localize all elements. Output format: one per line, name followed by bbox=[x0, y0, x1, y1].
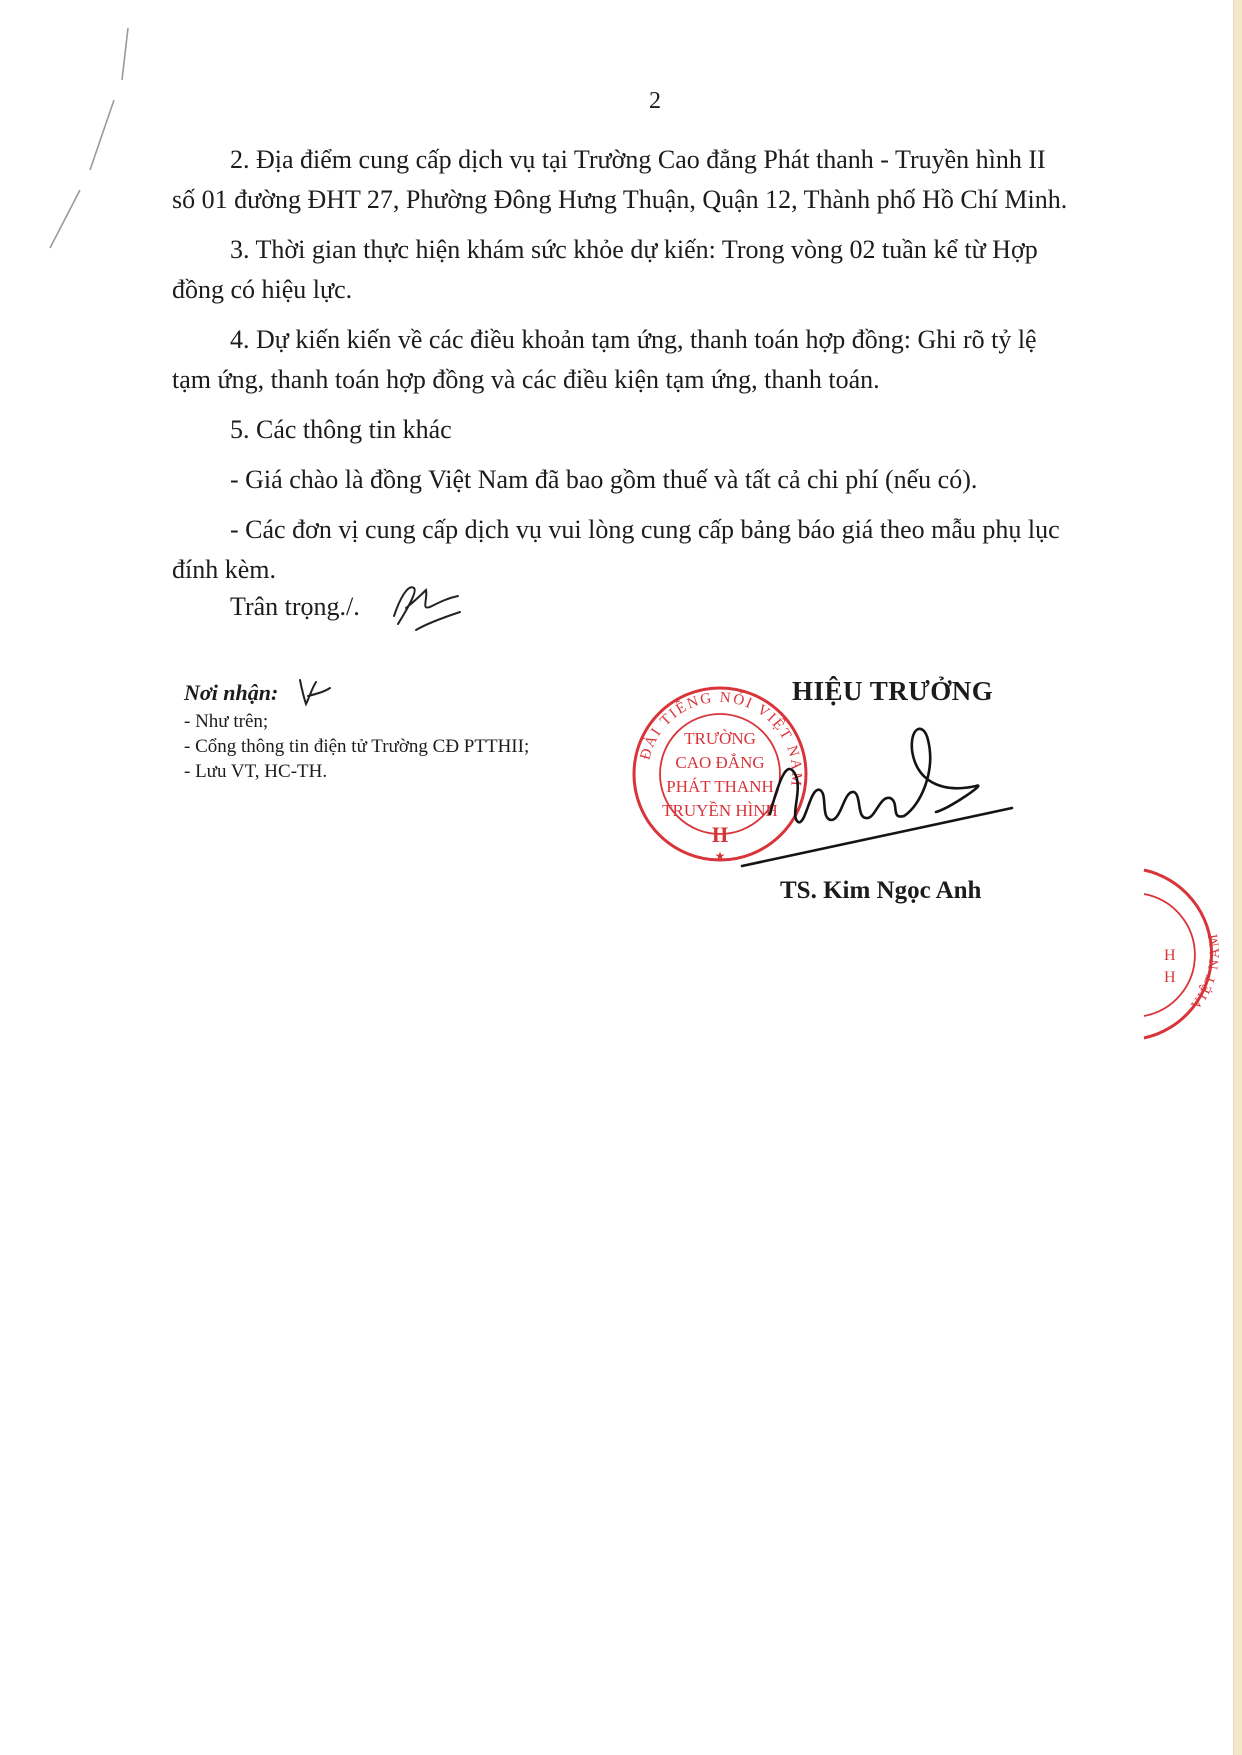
paragraph-last-line: số 01 đường ĐHT 27, Phường Đông Hưng Thuận, Quận 12, Thành phố Hồ Chí Minh. bbox=[172, 185, 1068, 214]
scan-line-mark bbox=[30, 20, 150, 260]
stamp-line: TRƯỜNG bbox=[684, 729, 756, 748]
paragraph-text: 3. Thời gian thực hiện khám sức khỏe dự kiến: Trong vòng 02 tuần kể từ Hợp bbox=[230, 235, 1038, 264]
page-number: 2 bbox=[649, 88, 661, 114]
signer-name: TS. Kim Ngọc Anh bbox=[780, 877, 982, 904]
recipient-item: - Cổng thông tin điện tử Trường CĐ PTTHII; bbox=[184, 736, 530, 757]
partial-stamp bbox=[1140, 860, 1240, 1050]
paragraph-text: 5. Các thông tin khác bbox=[230, 415, 452, 444]
paragraph-payment bbox=[172, 320, 1172, 400]
paragraph-last-line: tạm ứng, thanh toán hợp đồng và các điều kiện tạm ứng, thanh toán. bbox=[172, 365, 880, 394]
recipients-block bbox=[184, 680, 529, 784]
paragraph-quote-form bbox=[172, 510, 1172, 590]
partial-stamp-outer-text: VIỆT NAM bbox=[1188, 931, 1223, 1013]
recipient-item: - Lưu VT, HC-TH. bbox=[184, 761, 328, 782]
closing-text: Trân trọng./. bbox=[230, 592, 360, 621]
stamp-line: CAO ĐẲNG bbox=[675, 753, 765, 772]
paragraph-text: - Các đơn vị cung cấp dịch vụ vui lòng cung cấp bảng báo giá theo mẫu phụ lục bbox=[230, 515, 1060, 544]
stamp-line: PHÁT THANH bbox=[666, 777, 774, 796]
paragraph-last-line: đồng có hiệu lực. bbox=[172, 275, 353, 304]
recipient-item: - Như trên; bbox=[184, 711, 269, 732]
initials-mark bbox=[386, 578, 466, 638]
stamp-line: II bbox=[711, 822, 729, 847]
paragraph-last-line: đính kèm. bbox=[172, 555, 276, 584]
paragraph-text: 4. Dự kiến kiến về các điều khoản tạm ứng, thanh toán hợp đồng: Ghi rõ tỷ lệ bbox=[230, 325, 1037, 354]
stamp-line: TRUYỀN HÌNH bbox=[662, 801, 778, 820]
recipients-title: Nơi nhận: bbox=[184, 680, 279, 705]
paragraph-text: - Giá chào là đồng Việt Nam đã bao gồm thuế và tất cả chi phí (nếu có). bbox=[230, 465, 978, 494]
paragraph-time bbox=[172, 230, 1172, 310]
paragraph-other-info bbox=[172, 410, 1172, 450]
document-body bbox=[172, 140, 1172, 590]
paragraph-location bbox=[172, 140, 1172, 220]
check-initial-mark bbox=[294, 674, 334, 714]
stamp-outer-text: ĐÀI TIẾNG NÓI VIỆT NAM bbox=[637, 689, 805, 789]
partial-stamp-letter: H bbox=[1164, 947, 1176, 964]
partial-stamp-letter: H bbox=[1164, 969, 1176, 986]
paragraph-price-note bbox=[172, 460, 1172, 500]
stamp-star-icon: ★ bbox=[714, 849, 726, 863]
signer-position: HIỆU TRƯỞNG bbox=[792, 676, 994, 706]
paragraph-text: 2. Địa điểm cung cấp dịch vụ tại Trường Cao đẳng Phát thanh - Truyền hình II bbox=[230, 145, 1046, 174]
signature bbox=[740, 716, 1020, 886]
